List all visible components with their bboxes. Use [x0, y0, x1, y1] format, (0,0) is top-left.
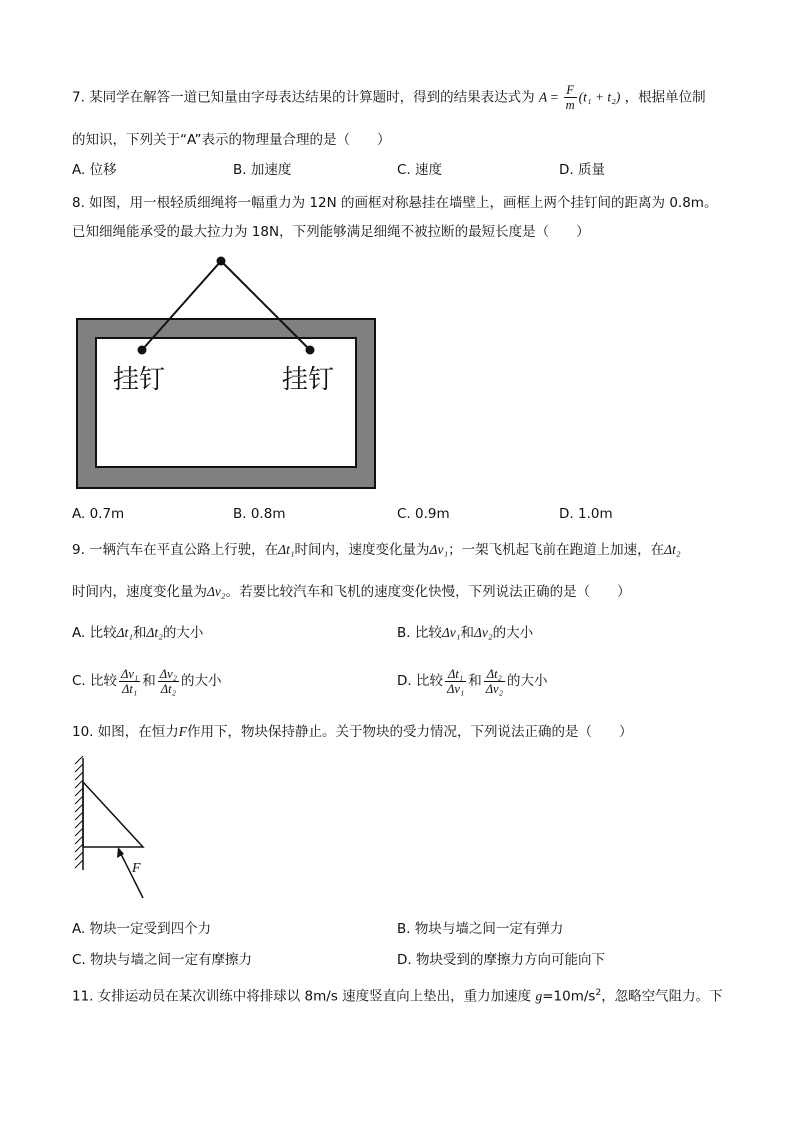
- nail-left-label: 挂钉: [113, 365, 166, 395]
- q10-option-c[interactable]: C. 物块与墙之间一定有摩擦力: [72, 952, 253, 968]
- q9-opt-a-dt2: Δt₂: [146, 625, 163, 640]
- q11-line1-a: 11. 女排运动员在某次训练中将排球以 8m/s 速度竖直向上垫出，重力加速度: [72, 988, 536, 1005]
- q8-option-d[interactable]: D. 1.0m: [559, 506, 613, 522]
- q9-dv2: Δv₂: [207, 584, 226, 599]
- q9-line2-a: 时间内，速度变化量为: [72, 584, 207, 600]
- q7-option-c[interactable]: C. 速度: [397, 162, 443, 178]
- q7-text-a: 7. 某同学在解答一道已知量由字母表达结果的计算题时，得到的结果表达式为: [72, 89, 535, 106]
- q7-formula-lhs: A: [538, 89, 548, 105]
- q9-opt-b-prefix: B. 比较: [397, 625, 442, 641]
- q9-opt-d-frac2-num: Δt₂: [484, 667, 505, 682]
- q9-line2: [72, 582, 631, 602]
- q10-line1: [72, 722, 633, 742]
- q9-line2-b: 。若要比较汽车和飞机的速度变化快慢，下列说法正确的是（ ）: [225, 584, 631, 600]
- q10-option-d[interactable]: D. 物块受到的摩擦力方向可能向下: [397, 952, 605, 968]
- q9-opt-d-frac1-den: Δv₁: [446, 681, 465, 696]
- force-label: F: [132, 861, 141, 876]
- q9-option-d[interactable]: [397, 664, 547, 698]
- q8-line2: 已知细绳能承受的最大拉力为 18N，下列能够满足细绳不被拉断的最短长度是（ ）: [72, 224, 590, 240]
- q7-option-b[interactable]: B. 加速度: [233, 162, 292, 178]
- q9-opt-d-frac2: [484, 667, 505, 696]
- q8-option-c[interactable]: C. 0.9m: [397, 506, 450, 522]
- q9-opt-c-frac1: [119, 667, 140, 696]
- q9-opt-b-dv2: Δv₂: [473, 625, 493, 640]
- triangle-block: [83, 782, 143, 847]
- q10-option-b[interactable]: B. 物块与墙之间一定有弹力: [397, 921, 564, 937]
- q7-text-b: ，根据单位制: [624, 89, 706, 106]
- q9-opt-b-dv1: Δv₁: [441, 625, 461, 640]
- q7-option-d[interactable]: D. 质量: [559, 162, 605, 178]
- q9-opt-c-prefix: C. 比较: [72, 673, 118, 689]
- q11-sq: 2: [595, 988, 602, 998]
- q8-line1: 8. 如图，用一根轻质细绳将一幅重力为 12N 的画框对称悬挂在墙壁上，画框上两个挂钉间的距离为 0.8m。: [72, 195, 718, 211]
- q9-option-c[interactable]: [72, 664, 221, 698]
- q8-option-b[interactable]: B. 0.8m: [233, 506, 286, 522]
- q9-dt1: Δt₁: [278, 542, 295, 557]
- q9-opt-d-and: 和: [468, 673, 482, 689]
- q9-opt-c-frac1-den: Δt₁: [122, 681, 138, 696]
- q7-line2: 的知识，下列关于“A”表示的物理量合理的是（ ）: [72, 132, 391, 148]
- q9-line1-a: 9. 一辆汽车在平直公路上行驶，在: [72, 542, 279, 558]
- q9-opt-a-and: 和: [132, 625, 147, 641]
- q9-opt-a-suffix: 的大小: [162, 625, 204, 641]
- nail-left-dot: [138, 346, 147, 355]
- q9-opt-d-frac1: [445, 667, 466, 696]
- q10-line1-a: 10. 如图，在恒力: [72, 724, 179, 740]
- q9-line1-c: ；一架飞机起飞前在跑道上加速，在: [448, 542, 665, 558]
- q8-frame-diagram: [0, 0, 794, 520]
- q7-formula-paren: (t₁ + t₂): [578, 89, 621, 105]
- q9-line1-b: 时间内，速度变化量为: [294, 542, 430, 558]
- q7-formula-eq: =: [547, 89, 562, 105]
- q7-formula-num: F: [564, 83, 577, 98]
- q10-line1-b: 作用下，物块保持静止。关于物块的受力情况，下列说法正确的是（ ）: [187, 724, 633, 740]
- q10-option-a[interactable]: A. 物块一定受到四个力: [72, 921, 212, 937]
- q9-opt-c-frac2-num: Δv₂: [159, 666, 177, 681]
- q11-line1-b: =10m/s: [542, 988, 596, 1005]
- q9-opt-d-suffix: 的大小: [506, 673, 548, 689]
- q7-option-a[interactable]: A. 位移: [72, 162, 117, 178]
- frame-inner: [96, 338, 356, 467]
- q11-g: g: [535, 988, 543, 1004]
- q9-opt-d-frac1-num: Δt₁: [445, 667, 466, 682]
- q8-option-a[interactable]: A. 0.7m: [72, 506, 125, 522]
- q9-opt-c-frac2: [158, 667, 179, 696]
- q11-line1-c: ，忽略空气阻力。下: [601, 988, 723, 1005]
- q9-opt-a-dt1: Δt₁: [116, 625, 133, 640]
- q9-dt2: Δt₂: [664, 542, 681, 557]
- q9-opt-b-suffix: 的大小: [492, 625, 534, 641]
- q9-opt-a-prefix: A. 比较: [72, 625, 117, 641]
- wall-hatching: [75, 756, 83, 868]
- q7-formula-den: m: [565, 98, 575, 112]
- nail-right-label: 挂钉: [282, 365, 335, 395]
- q9-opt-c-suffix: 的大小: [180, 673, 222, 689]
- q9-opt-d-prefix: D. 比较: [397, 673, 443, 689]
- q9-opt-d-frac2-den: Δv₂: [485, 681, 503, 696]
- q9-opt-c-frac1-num: Δv₁: [121, 666, 139, 681]
- hang-point: [217, 257, 226, 266]
- q10-wall-block-diagram: [0, 750, 200, 910]
- q9-opt-b-and: 和: [460, 625, 474, 641]
- q9-opt-c-frac2-den: Δt₂: [160, 681, 176, 696]
- q9-opt-c-and: 和: [142, 673, 156, 689]
- q9-line1: [72, 540, 681, 560]
- q11-line1: [72, 983, 723, 1007]
- q9-dv1: Δv₁: [429, 542, 449, 557]
- nail-right-dot: [306, 346, 315, 355]
- q10-F: F: [178, 724, 188, 739]
- q9-option-b[interactable]: [397, 623, 533, 643]
- q9-option-a[interactable]: [72, 623, 203, 643]
